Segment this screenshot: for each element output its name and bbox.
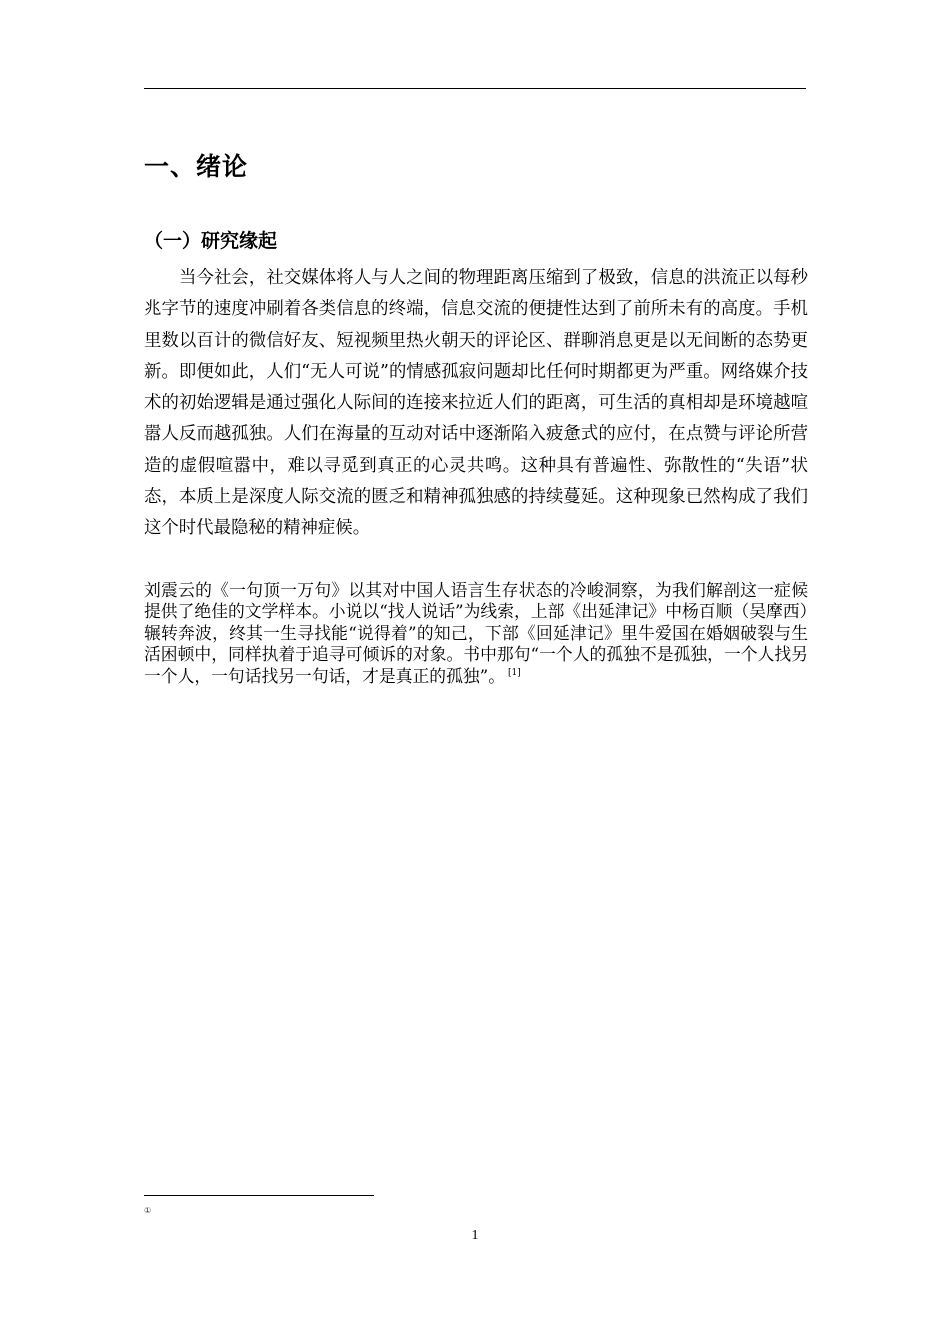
body-paragraph-2 (144, 580, 808, 687)
body-paragraph-2-text: 刘震云的《一句顶一万句》以其对中国人语言生存状态的冷峻洞察，为我们解剖这一症候提供了绝佳的文学样本。小说以“找人说话”为线索，上部《出延津记》中杨百顺（吴摩西）辗转奔波，终其一生寻找能“说得着”的知己，下部《回延津记》里牛爱国在婚姻破裂与生活困顿中，同样执着于追寻可倾诉的对象。书中那句“一个人的孤独不是孤独，一个人找另一个人，一句话找另一句话，才是真正的孤独”。 (144, 580, 808, 686)
citation-marker[interactable]: [1] (508, 667, 521, 678)
page-number: 1 (471, 1228, 479, 1243)
section-title: （一）研究缘起 (144, 230, 278, 252)
header-rule (144, 88, 806, 89)
footnote-rule (144, 1195, 374, 1196)
body-paragraph-1: 当今社会，社交媒体将人与人之间的物理距离压缩到了极致，信息的洪流正以每秒兆字节的速度冲刷着各类信息的终端，信息交流的便捷性达到了前所未有的高度。手机里数以百计的微信好友、短视频里热火朝天的评论区、群聊消息更是以无间断的态势更新。即便如此，人们“无人可说”的情感孤寂问题却比任何时期都更为严重。网络媒介技术的初始逻辑是通过强化人际间的连接来拉近人们的距离，可生活的真相却是环境越喧嚣人反而越孤独。人们在海量的互动对话中逐渐陷入疲惫式的应付，在点赞与评论所营造的虚假喧嚣中，难以寻觅到真正的心灵共鸣。这种具有普遍性、弥散性的“失语”状态，本质上是深度人际交流的匮乏和精神孤独感的持续蔓延。这种现象已然构成了我们这个时代最隐秘的精神症候。 (144, 268, 808, 539)
chapter-title: 一、绪论 (144, 152, 249, 181)
footnote-mark: ① (144, 1206, 152, 1215)
